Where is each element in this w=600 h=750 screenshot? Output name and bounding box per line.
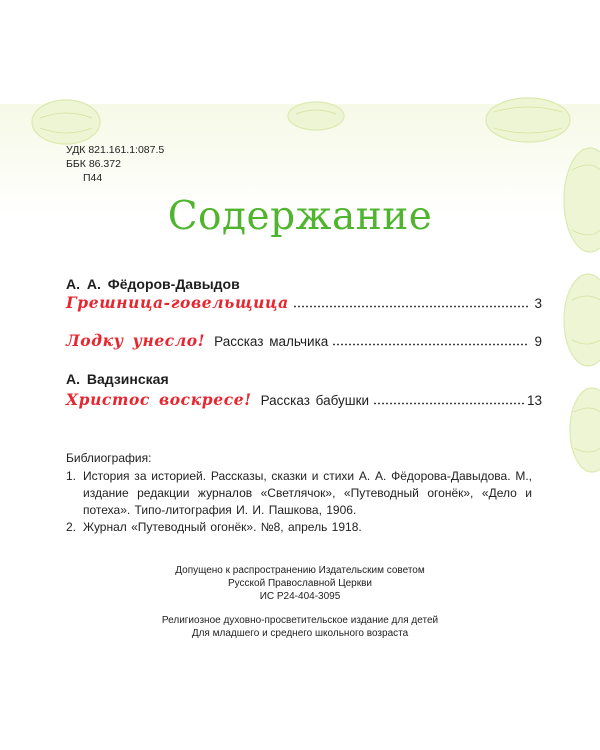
toc-entry[interactable] [66,390,542,412]
toc-entry[interactable] [66,331,542,353]
toc-page-number: 13 [526,393,542,408]
decor-egg-top [288,102,344,130]
approval-line: Русской Православной Церкви [228,578,372,589]
bbk-code: ББК 86.372 [66,158,121,170]
decor-egg-left [32,100,100,144]
dot-leader [293,305,529,308]
classification-codes [66,143,164,185]
toc-entry-title: Христос воскресе! [66,390,252,409]
toc-entry-title: Лодку унесло! [66,331,206,350]
publication-approval [0,564,600,603]
approval-code: ИС Р24-404-3095 [259,591,341,602]
toc-author: А. А. Фёдоров-Давыдов [66,276,240,292]
bibliography-text: Журнал «Путеводный огонёк». №8, апрель 1918. [83,520,362,534]
toc-page-number: 3 [534,296,542,311]
toc-entry[interactable] [66,293,542,315]
author-mark: П44 [83,172,103,184]
bottom-margin [0,735,600,750]
bibliography-item [66,468,532,519]
bibliography [66,450,532,536]
udk-code: УДК 821.161.1:087.5 [66,144,165,156]
dot-leader [373,402,524,405]
edition-notes [0,614,600,640]
toc-entry-subtitle: Рассказ мальчика [214,334,329,349]
dot-leader [332,343,529,346]
bibliography-number: 2. [66,520,77,534]
decor-egg-right-3 [570,388,600,472]
toc-entry-subtitle: Рассказ бабушки [260,393,370,408]
toc-entry-title: Грешница-говельщица [66,293,289,312]
edition-type: Религиозное духовно-просветительское издание для детей [161,615,439,626]
bibliography-item [66,519,532,536]
toc-page-number: 9 [534,334,542,349]
page-title: Содержание [167,194,433,239]
toc-author: А. Вадзинская [66,371,169,387]
decor-egg-right-2 [564,274,600,366]
bibliography-number: 1. [66,469,77,483]
approval-line: Допущено к распространению Издательским советом [175,565,425,576]
decor-egg-top-right [486,98,570,142]
bibliography-text: История за историей. Рассказы, сказки и стихи А. А. Фёдорова-Давыдова. М., издание редакции журналов «Светлячок», «Путеводный огонёк», «Дело и потеха». Типо-литография И. И. Пашкова, 1906. [83,469,532,517]
age-group: Для младшего и среднего школьного возраста [191,628,409,639]
bibliography-heading: Библиография: [66,451,152,465]
